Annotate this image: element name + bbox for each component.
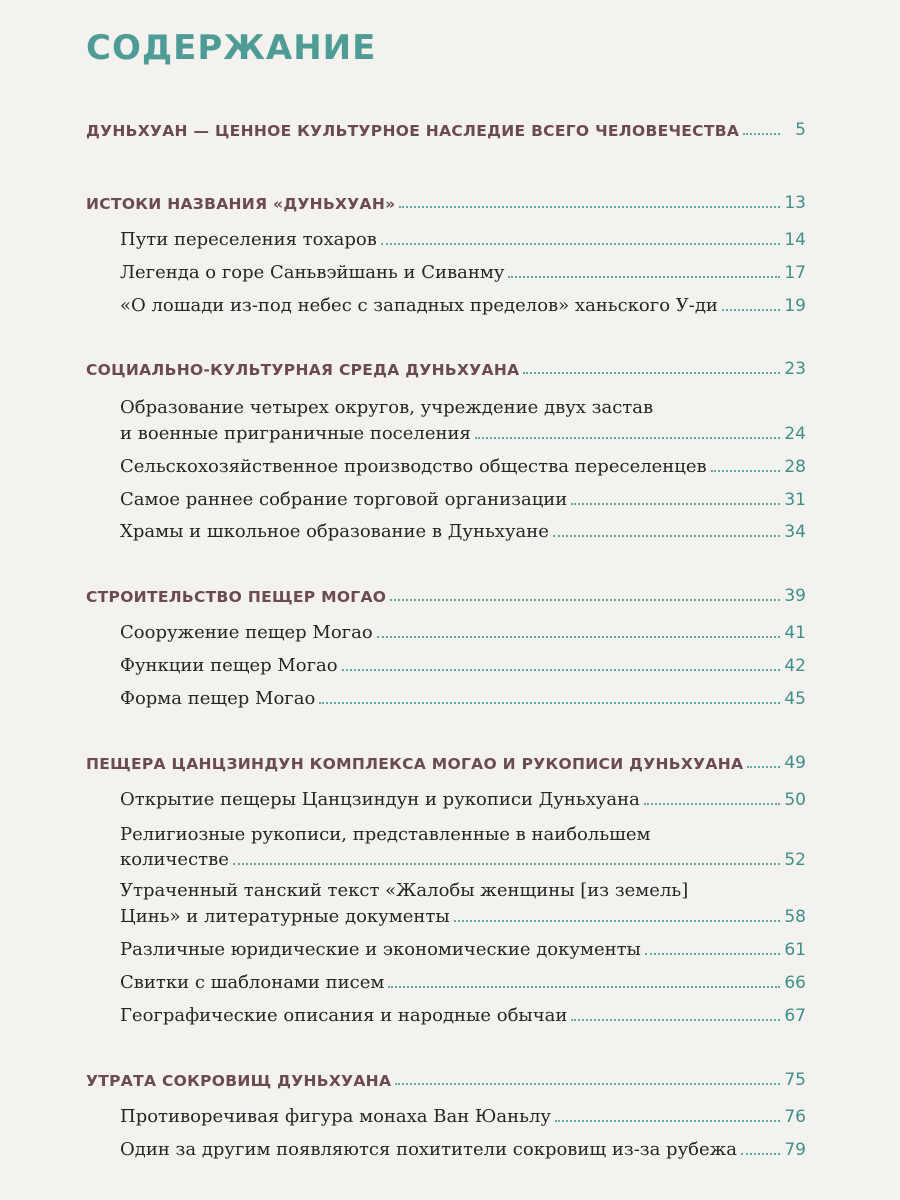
toc-section[interactable] bbox=[120, 521, 806, 542]
page-number: 52 bbox=[784, 850, 806, 870]
toc-section[interactable] bbox=[120, 972, 806, 993]
dot-leader bbox=[747, 766, 780, 768]
dot-leader bbox=[342, 669, 780, 671]
dot-leader bbox=[399, 206, 780, 208]
toc-chapter[interactable] bbox=[86, 193, 806, 213]
toc-section[interactable] bbox=[120, 423, 806, 444]
page-title: СОДЕРЖАНИЕ bbox=[86, 28, 377, 68]
toc-section[interactable] bbox=[120, 229, 806, 250]
page-number: 45 bbox=[784, 689, 806, 709]
dot-leader bbox=[553, 535, 780, 537]
dot-leader bbox=[523, 372, 780, 374]
section-title: Легенда о горе Саньвэйшань и Сиванму bbox=[120, 262, 505, 283]
page-number: 66 bbox=[784, 973, 806, 993]
dot-leader bbox=[571, 1019, 780, 1021]
dot-leader bbox=[711, 470, 780, 472]
section-title: Противоречивая фигура монаха Ван Юаньлу bbox=[120, 1106, 551, 1127]
section-title: Форма пещер Могао bbox=[120, 688, 316, 709]
page-number: 42 bbox=[784, 656, 806, 676]
section-title-line1: Образование четырех округов, учреждение двух застав bbox=[120, 397, 654, 418]
page-number: 31 bbox=[784, 490, 806, 510]
toc-chapter[interactable] bbox=[86, 1070, 806, 1090]
dot-leader bbox=[743, 133, 780, 135]
page-number: 14 bbox=[784, 230, 806, 250]
toc-section[interactable] bbox=[120, 622, 806, 643]
section-title: Различные юридические и экономические документы bbox=[120, 939, 641, 960]
section-title: Открытие пещеры Цанцзиндун и рукописи Дуньхуана bbox=[120, 789, 640, 810]
dot-leader bbox=[395, 1083, 780, 1085]
dot-leader bbox=[454, 920, 780, 922]
section-title: Пути переселения тохаров bbox=[120, 229, 377, 250]
toc-section[interactable] bbox=[120, 295, 806, 316]
page-number: 13 bbox=[784, 193, 806, 213]
dot-leader bbox=[388, 986, 780, 988]
dot-leader bbox=[722, 309, 780, 311]
page-number: 41 bbox=[784, 623, 806, 643]
dot-leader bbox=[645, 953, 780, 955]
page-number: 34 bbox=[784, 522, 806, 542]
toc-section[interactable] bbox=[120, 789, 806, 810]
toc-section[interactable] bbox=[120, 688, 806, 709]
dot-leader bbox=[233, 863, 780, 865]
page-number: 58 bbox=[784, 907, 806, 927]
page-number: 49 bbox=[784, 753, 806, 773]
page-number: 61 bbox=[784, 940, 806, 960]
section-title: Функции пещер Могао bbox=[120, 655, 338, 676]
dot-leader bbox=[644, 803, 780, 805]
toc-section[interactable] bbox=[120, 939, 806, 960]
dot-leader bbox=[319, 702, 780, 704]
section-title: Сооружение пещер Могао bbox=[120, 622, 373, 643]
toc-section[interactable] bbox=[120, 1139, 806, 1160]
section-title: и военные приграничные поселения bbox=[120, 423, 471, 444]
chapter-title: СТРОИТЕЛЬСТВО ПЕЩЕР МОГАО bbox=[86, 588, 387, 606]
page-number: 79 bbox=[784, 1140, 806, 1160]
dot-leader bbox=[555, 1120, 780, 1122]
dot-leader bbox=[741, 1153, 780, 1155]
page-number: 24 bbox=[784, 424, 806, 444]
section-title-line1: Утраченный танский текст «Жалобы женщины [из земель] bbox=[120, 880, 689, 901]
section-title: Географические описания и народные обычаи bbox=[120, 1005, 568, 1026]
dot-leader bbox=[381, 243, 780, 245]
section-title: Храмы и школьное образование в Дуньхуане bbox=[120, 521, 549, 542]
section-title: «О лошади из-под небес с западных пределов» ханьского У-ди bbox=[120, 295, 718, 316]
chapter-title: СОЦИАЛЬНО-КУЛЬТУРНАЯ СРЕДА ДУНЬХУАНА bbox=[86, 361, 520, 379]
chapter-title: УТРАТА СОКРОВИЩ ДУНЬХУАНА bbox=[86, 1072, 392, 1090]
page-number: 17 bbox=[784, 263, 806, 283]
section-title: количестве bbox=[120, 849, 229, 870]
toc-section[interactable] bbox=[120, 456, 806, 477]
page-number: 75 bbox=[784, 1070, 806, 1090]
page-number: 50 bbox=[784, 790, 806, 810]
section-title-line1: Религиозные рукописи, представленные в наибольшем bbox=[120, 824, 651, 845]
toc-section[interactable] bbox=[120, 489, 806, 510]
dot-leader bbox=[571, 503, 780, 505]
page-number: 19 bbox=[784, 296, 806, 316]
page-number: 76 bbox=[784, 1107, 806, 1127]
dot-leader bbox=[475, 437, 780, 439]
page-number: 67 bbox=[784, 1006, 806, 1026]
page-number: 23 bbox=[784, 359, 806, 379]
page-number: 39 bbox=[784, 586, 806, 606]
toc-chapter[interactable] bbox=[86, 586, 806, 606]
toc-section[interactable] bbox=[120, 906, 806, 927]
section-title: Сельскохозяйственное производство общества переселенцев bbox=[120, 456, 707, 477]
dot-leader bbox=[508, 276, 780, 278]
toc-chapter[interactable] bbox=[86, 359, 806, 379]
dot-leader bbox=[377, 636, 780, 638]
section-title: Один за другим появляются похитители сокровищ из-за рубежа bbox=[120, 1139, 737, 1160]
toc-section[interactable] bbox=[120, 849, 806, 870]
page-number: 28 bbox=[784, 457, 806, 477]
toc-section[interactable] bbox=[120, 1005, 806, 1026]
toc-section[interactable] bbox=[120, 655, 806, 676]
toc-section[interactable] bbox=[120, 1106, 806, 1127]
section-title: Цинь» и литературные документы bbox=[120, 906, 450, 927]
chapter-title: ИСТОКИ НАЗВАНИЯ «ДУНЬХУАН» bbox=[86, 195, 396, 213]
dot-leader bbox=[390, 599, 780, 601]
chapter-title: ДУНЬХУАН — ЦЕННОЕ КУЛЬТУРНОЕ НАСЛЕДИЕ ВСЕГО ЧЕЛОВЕЧЕСТВА bbox=[86, 122, 740, 140]
toc-chapter[interactable] bbox=[86, 753, 806, 773]
toc-chapter[interactable] bbox=[86, 120, 806, 140]
chapter-title: ПЕЩЕРА ЦАНЦЗИНДУН КОМПЛЕКСА МОГАО И РУКОПИСИ ДУНЬХУАНА bbox=[86, 755, 744, 773]
section-title: Самое раннее собрание торговой организации bbox=[120, 489, 568, 510]
page-number: 5 bbox=[795, 120, 806, 140]
section-title: Свитки с шаблонами писем bbox=[120, 972, 385, 993]
toc-section[interactable] bbox=[120, 262, 806, 283]
